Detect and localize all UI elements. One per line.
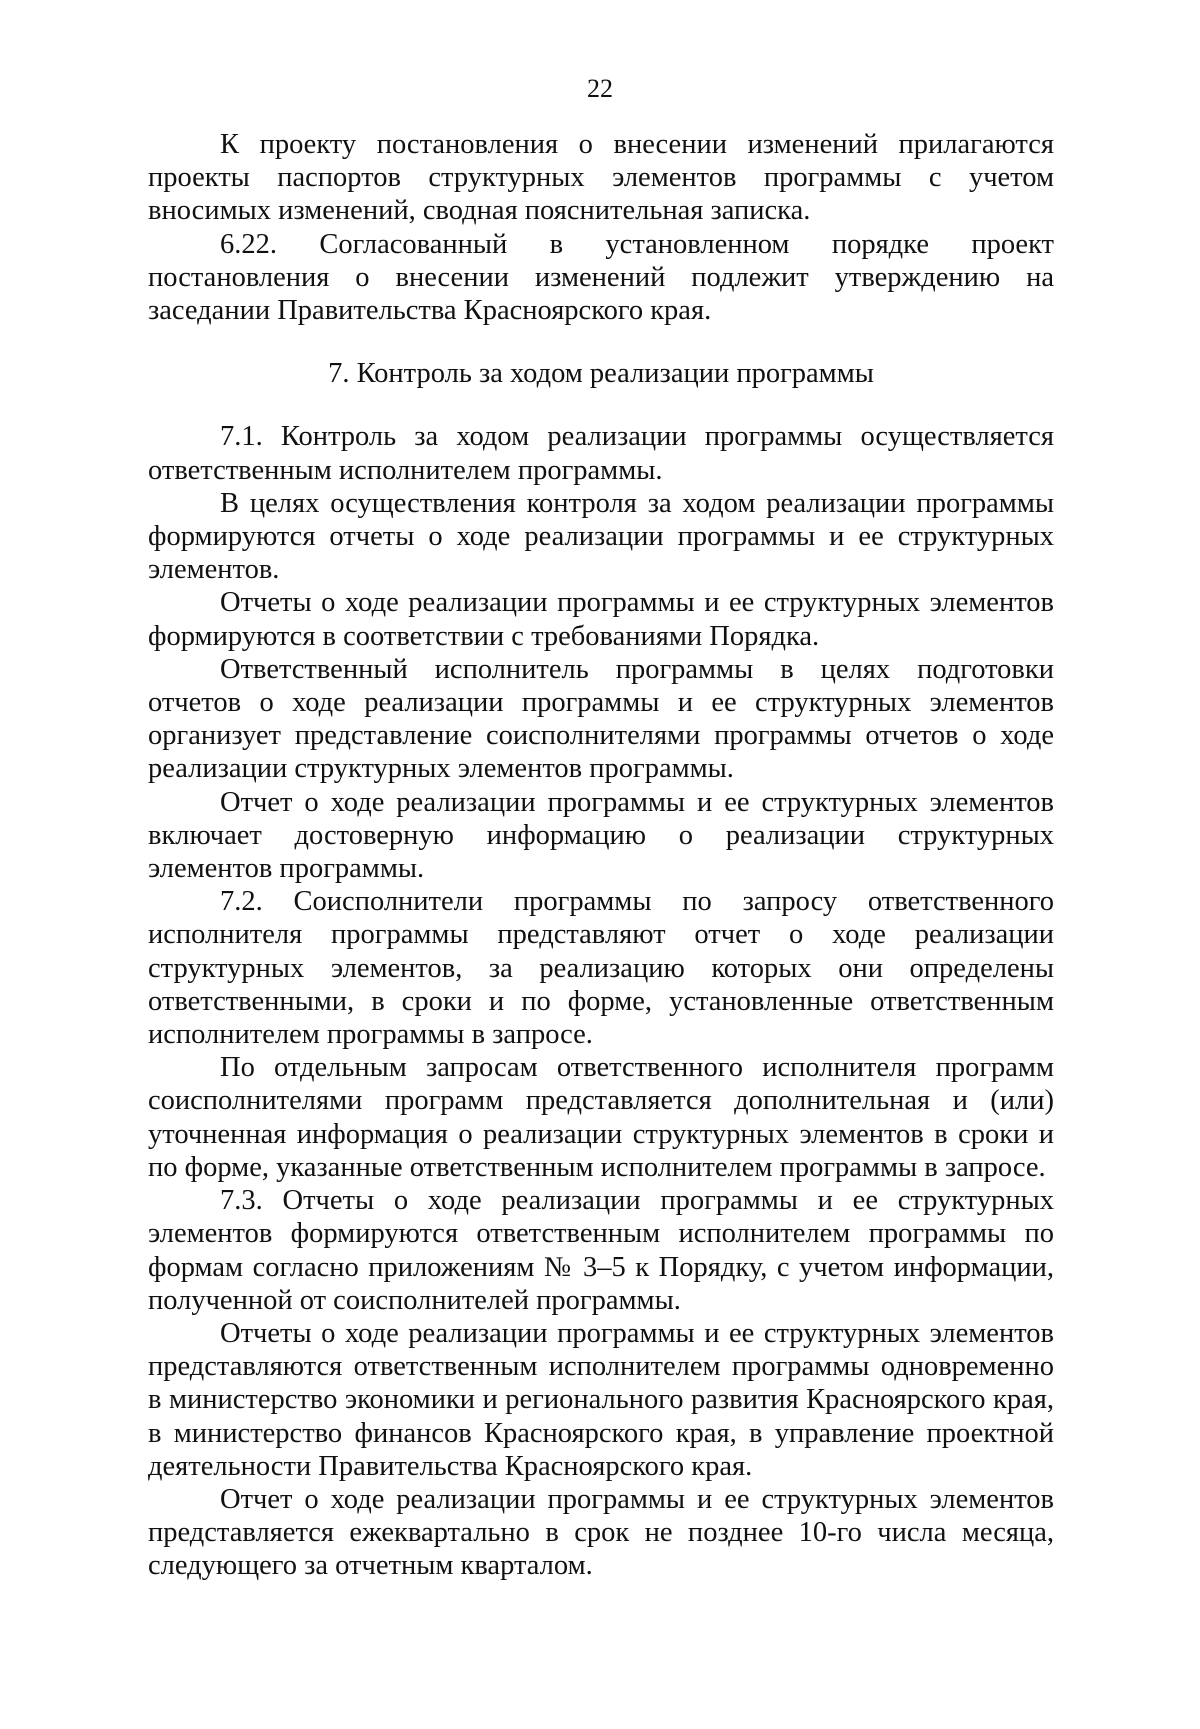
paragraph: В целях осуществления контроля за ходом реализации программы формируются отчеты о ходе реализации программы и ее структурных элементов. [148, 487, 1054, 586]
document-body [148, 128, 1054, 1583]
paragraph: 7.3. Отчеты о ходе реализации программы и ее структурных элементов формируются ответственным исполнителем программы по формам согласно приложениям № 3–5 к Порядку, с учетом информации, полученной от соисполнителей программы. [148, 1185, 1054, 1316]
paragraph: Отчеты о ходе реализации программы и ее структурных элементов формируются в соответствии с требованиями Порядка. [148, 587, 1054, 652]
paragraph: Отчет о ходе реализации программы и ее структурных элементов включает достоверную информацию о реализации структурных элементов программы. [148, 786, 1054, 885]
paragraph: 7.1. Контроль за ходом реализации программы осуществляется ответственным исполнителем программы. [148, 421, 1054, 486]
paragraph: Отчет о ходе реализации программы и ее структурных элементов представляется ежеквартально в срок не позднее 10-го числа месяца, следующего за отчетным кварталом. [148, 1483, 1054, 1582]
paragraph: Отчеты о ходе реализации программы и ее структурных элементов представляются ответственным исполнителем программы одновременно в министерство экономики и регионального развития Красноярского края, в министерство финансов Красноярского края, в управление проектной деятельности Правительства Красноярского края. [148, 1317, 1054, 1482]
paragraph: К проекту постановления о внесении изменений прилагаются проекты паспортов структурных элементов программы с учетом вносимых изменений, сводная пояснительная записка. [148, 129, 1054, 227]
paragraph: По отдельным запросам ответственного исполнителя программ соисполнителями программ представляется дополнительная и (или) уточненная информация о реализации структурных элементов в сроки и по форме, указанные ответственным исполнителем программы в запросе. [148, 1052, 1054, 1183]
paragraph: 6.22. Согласованный в установленном порядке проект постановления о внесении изменений подлежит утверждению на заседании Правительства Красноярского края. [148, 228, 1054, 327]
section-heading: 7. Контроль за ходом реализации программы [328, 358, 874, 390]
paragraph: Ответственный исполнитель программы в целях подготовки отчетов о ходе реализации программы и ее структурных элементов организует представление соисполнителями программы отчетов о ходе реализации структурных элементов программы. [148, 653, 1054, 785]
paragraph: 7.2. Соисполнители программы по запросу ответственного исполнителя программы представляют отчет о ходе реализации структурных элементов, за реализацию которых они определены ответственными, в сроки и по форме, установленные ответственным исполнителем программы в запросе. [148, 886, 1054, 1051]
page-number: 22 [587, 74, 613, 103]
